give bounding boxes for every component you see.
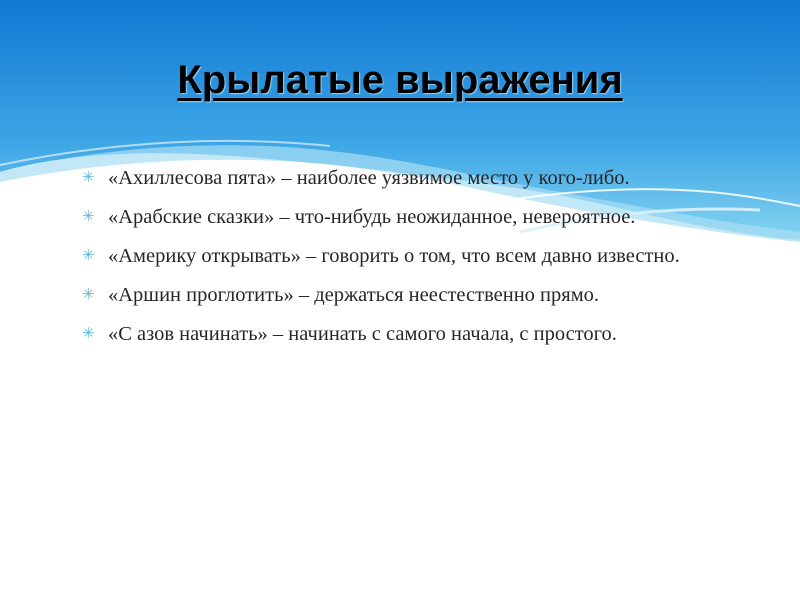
list-item xyxy=(82,201,702,233)
list-item xyxy=(82,240,702,272)
bullet-text: «Арабские сказки» – что-нибудь неожиданное, невероятное. xyxy=(108,206,636,228)
bullet-text: «Аршин проглотить» – держаться неестественно прямо. xyxy=(108,284,600,306)
list-item xyxy=(82,318,702,350)
star-bullet-icon: ✳ xyxy=(82,287,95,303)
bullet-list xyxy=(82,162,702,357)
star-bullet-icon: ✳ xyxy=(82,170,95,186)
bullet-text: «Ахиллесова пята» – наиболее уязвимое место у кого-либо. xyxy=(108,167,630,189)
list-item xyxy=(82,162,702,194)
star-bullet-icon: ✳ xyxy=(82,209,95,225)
list-item xyxy=(82,279,702,311)
star-bullet-icon: ✳ xyxy=(82,326,95,342)
bullet-text: «Америку открывать» – говорить о том, что всем давно известно. xyxy=(108,245,680,267)
slide-title: Крылатые выражения xyxy=(177,58,623,102)
bullet-text: «С азов начинать» – начинать с самого начала, с простого. xyxy=(108,323,617,345)
star-bullet-icon: ✳ xyxy=(82,248,95,264)
